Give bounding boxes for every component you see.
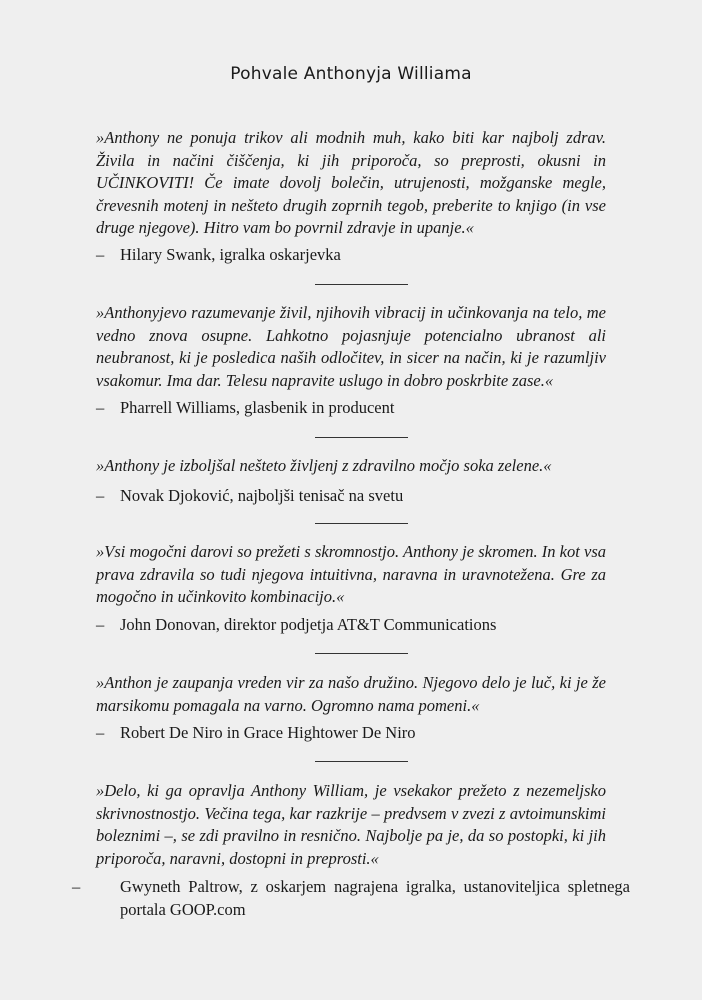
- attribution-author: Gwyneth Paltrow, z oskarjem nagrajena igralka, ustanoviteljica spletnega portala GOOP.com: [120, 877, 630, 919]
- quote-text: »Anthonyjevo razumevanje živil, njihovih vibracij in učinkovanja na telo, me vedno znova osupne. Lahkotno pojasnjuje potencialno ubranost ali neubranost, ki je posledica naših odločitev, in sicer na način, ki je razumljiv vsakomur. Ima dar. Telesu napravite uslugo in dobro poskrbite zase.«: [96, 303, 606, 390]
- quote-text: »Anthon je zaupanja vreden vir za našo družino. Njegovo delo je luč, ki je že marsikomu pomagala na varno. Ogromno nama pomeni.«: [96, 673, 606, 715]
- quote-attribution: [96, 397, 616, 420]
- quote-attribution: [96, 485, 616, 508]
- attribution-author: John Donovan, direktor podjetja AT&T Communications: [120, 615, 497, 634]
- quote-text: »Anthony je izboljšal nešteto življenj z zdravilno močjo soka zelene.«: [96, 456, 552, 475]
- quote-attribution: [96, 722, 616, 745]
- attribution-author: Novak Djoković, najboljši tenisač na svetu: [120, 486, 404, 505]
- attribution-dash: –: [96, 398, 105, 417]
- attribution-author: Hilary Swank, igralka oskarjevka: [120, 245, 341, 264]
- attribution-dash: –: [96, 615, 105, 634]
- attribution-author: Pharrell Williams, glasbenik in producent: [120, 398, 395, 417]
- separator-line: [315, 653, 408, 654]
- page-title: Pohvale Anthonyja Williama: [230, 64, 472, 84]
- attribution-dash: –: [96, 486, 105, 505]
- attribution-dash: –: [96, 723, 105, 742]
- quote-text: »Vsi mogočni darovi so prežeti s skromnostjo. Anthony je skromen. In kot vsa prava zdravila so tudi njegova intuitivna, naravna in uravnotežena. Gre za mogočno in učinkovito kombinacijo.«: [96, 542, 606, 607]
- attribution-dash: –: [96, 245, 105, 264]
- quote-text: »Anthony ne ponuja trikov ali modnih muh, kako biti kar najbolj zdrav. Živila in načini čiščenja, ki jih priporoča, so preprosti, okusni in UČINKOVITI! Če imate dovolj bolečin, utrujenosti, možganske megle, črevesnih motenj in nešteto drugih zoprnih tegob, preberite to knjigo (in vse druge njegove). Hitro vam bo povrnil zdravje in upanje.«: [96, 128, 606, 238]
- separator-line: [315, 761, 408, 762]
- quote-attribution: [72, 876, 630, 921]
- separator-line: [315, 523, 408, 524]
- quote-text: »Delo, ki ga opravlja Anthony William, je vsekakor prežeto z nezemeljsko skrivnostnostjo. Večina tega, kar razkrije – predvsem v zvezi z avtoimunskimi boleznimi –, se zdi pravilno in resnično. Najbolje pa je, da so postopki, ki jih priporoča, naravni, dostopni in preprosti.«: [96, 781, 606, 868]
- separator-line: [315, 284, 408, 285]
- attribution-dash: –: [72, 877, 81, 896]
- quote-attribution: [96, 244, 616, 267]
- quote-attribution: [96, 614, 616, 637]
- attribution-author: Robert De Niro in Grace Hightower De Niro: [120, 723, 416, 742]
- separator-line: [315, 437, 408, 438]
